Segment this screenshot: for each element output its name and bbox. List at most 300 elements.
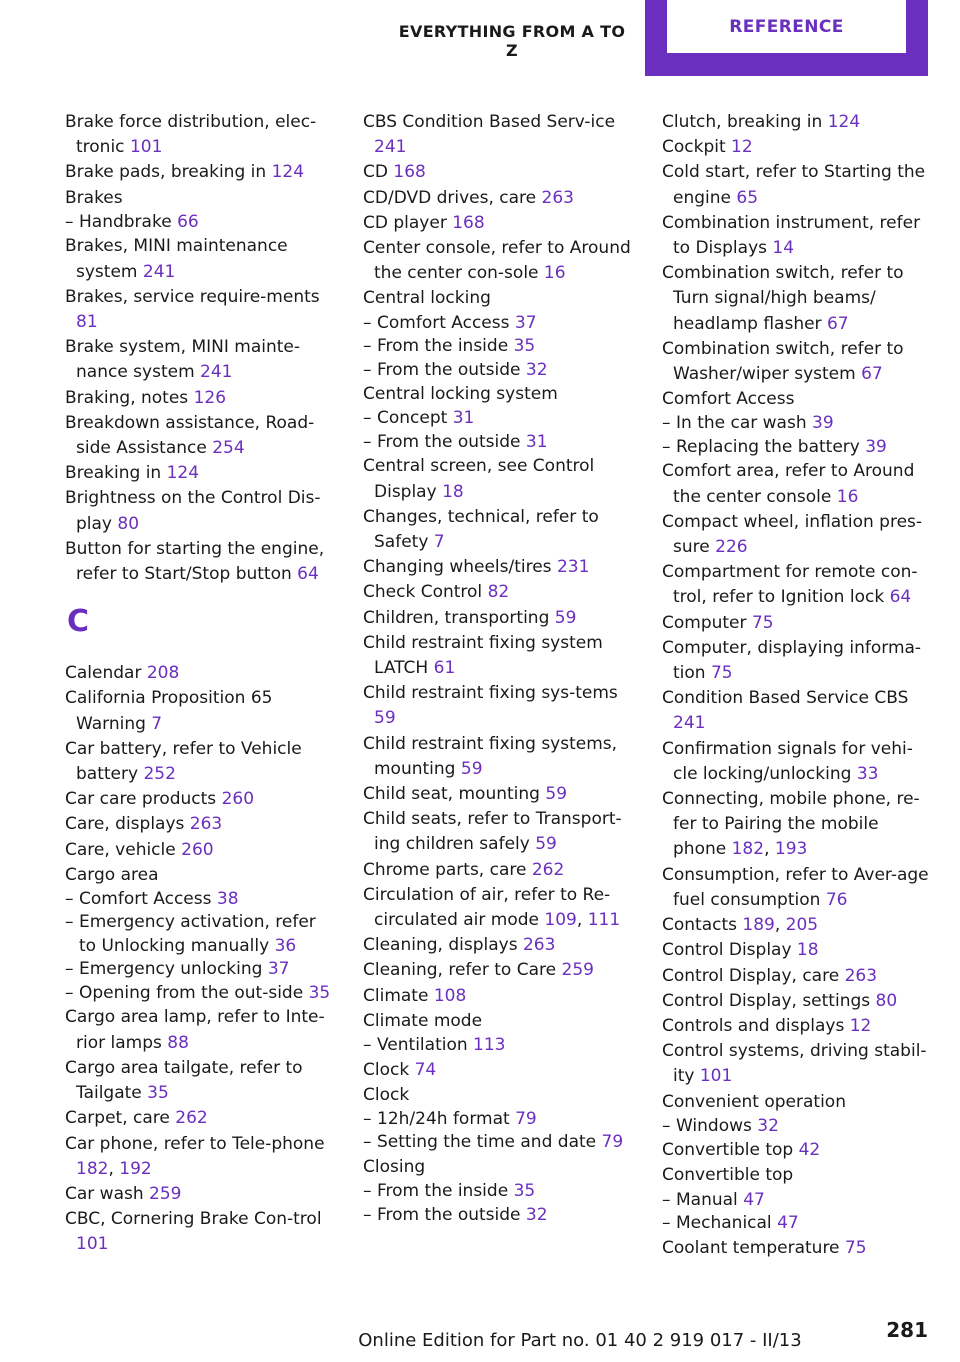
- index-term: Control Display, settings: [662, 990, 876, 1011]
- index-subentry: [363, 431, 635, 455]
- page-link[interactable]: 241: [200, 362, 233, 383]
- page-link[interactable]: 263: [189, 814, 223, 835]
- index-entry: [65, 787, 337, 812]
- index-term: Convertible top: [662, 1140, 799, 1161]
- index-term: Climate mode: [363, 1010, 483, 1031]
- index-subentry: [662, 1212, 934, 1236]
- page-link[interactable]: 31: [452, 408, 475, 429]
- index-term: Clock: [363, 1059, 415, 1080]
- index-entry: [65, 411, 337, 461]
- index-term: From the inside: [377, 1181, 514, 1202]
- index-entry: [363, 211, 635, 236]
- dash-marker: –: [363, 312, 372, 333]
- page-link[interactable]: 124: [271, 162, 305, 183]
- index-term: Windows: [676, 1115, 758, 1136]
- index-term: Car phone, refer to Tele-phone: [65, 1133, 325, 1154]
- index-entry: [363, 505, 635, 555]
- index-term: Condition Based Service CBS: [662, 688, 909, 709]
- page-link[interactable]: 12: [849, 1015, 872, 1036]
- index-subentry: [363, 1131, 635, 1155]
- footer-edition: Online Edition for Part no. 01 40 2 919 017 - II/13: [358, 1330, 802, 1351]
- dash-marker: –: [662, 1213, 671, 1234]
- page-link[interactable]: 37: [267, 959, 290, 980]
- index-subentry: [65, 982, 337, 1006]
- index-term: Brakes, service require-ments: [65, 286, 320, 307]
- index-term: CD: [363, 162, 394, 183]
- page-link[interactable]: 38: [216, 888, 239, 909]
- index-term: Controls and displays: [662, 1015, 850, 1036]
- index-term: Cockpit: [662, 137, 732, 158]
- page-link[interactable]: 7: [433, 531, 445, 552]
- index-term: Combination switch, refer to Washer/wiper system: [662, 338, 904, 385]
- page-link[interactable]: 59: [374, 708, 396, 729]
- index-subentry: [363, 1204, 635, 1228]
- page-link[interactable]: 208: [146, 663, 180, 684]
- index-entry: [662, 387, 934, 412]
- page-link[interactable]: 168: [393, 162, 426, 183]
- index-entry: [662, 1014, 934, 1039]
- index-entry: [662, 989, 934, 1014]
- index-term: Handbrake: [79, 211, 178, 232]
- index-entry: Circulation of air, refer to Re-circulated air mode 109, 111: [363, 884, 621, 930]
- index-term: Connecting, mobile phone, re-fer to Pairing the mobile phone: [662, 789, 920, 860]
- page-link[interactable]: 64: [297, 563, 319, 584]
- index-term: Child seats, refer to Transport-ing children safely: [363, 809, 622, 855]
- index-term: Control Display: [662, 940, 797, 961]
- index-term: Breaking in: [65, 463, 167, 484]
- page-link[interactable]: 35: [147, 1083, 169, 1104]
- page-link[interactable]: 260: [221, 789, 255, 810]
- index-column-2: [363, 110, 635, 1227]
- index-subentry: [662, 436, 934, 460]
- index-term: Compartment for remote con-trol, refer to Ignition lock: [662, 562, 918, 608]
- page-link[interactable]: 59: [545, 783, 568, 804]
- index-entry: [363, 1009, 635, 1034]
- page-link[interactable]: 262: [531, 859, 565, 880]
- index-subentry: [363, 312, 635, 336]
- page-link[interactable]: 61: [433, 657, 456, 678]
- index-entry: [363, 681, 635, 731]
- page-link[interactable]: 59: [535, 834, 557, 855]
- index-entry: [363, 555, 635, 580]
- page-link[interactable]: 241: [142, 261, 176, 282]
- page-link[interactable]: 263: [844, 965, 878, 986]
- page-link[interactable]: 12: [731, 137, 753, 158]
- page-link[interactable]: 124: [827, 112, 861, 132]
- page-link[interactable]: 108: [433, 985, 467, 1006]
- index-term: Brakes, MINI maintenance system: [65, 236, 288, 282]
- dash-marker: –: [363, 408, 372, 429]
- index-entry: [662, 1163, 934, 1188]
- page-link[interactable]: 80: [117, 513, 140, 534]
- index-term: Climate: [363, 985, 434, 1006]
- index-entry: [363, 580, 635, 605]
- index-term: Computer, displaying informa-tion: [662, 637, 922, 684]
- page-link[interactable]: 47: [777, 1213, 799, 1234]
- page-link[interactable]: 101: [699, 1066, 733, 1087]
- dash-marker: –: [662, 1115, 671, 1136]
- index-subentry: [662, 1189, 934, 1213]
- index-entry: [65, 1005, 337, 1055]
- index-term: Closing: [363, 1156, 426, 1177]
- index-entry: [363, 186, 635, 211]
- index-subentry: [363, 407, 635, 431]
- page-link[interactable]: 18: [796, 940, 819, 961]
- page-link[interactable]: 42: [798, 1140, 821, 1161]
- page-link[interactable]: 226: [715, 537, 748, 558]
- page-link[interactable]: 259: [149, 1183, 182, 1204]
- page-link[interactable]: 241: [374, 137, 407, 158]
- dash-marker: –: [363, 1132, 372, 1153]
- index-term: Central screen, see Control Display: [363, 456, 595, 502]
- index-term: Cleaning, refer to Care: [363, 960, 562, 981]
- index-term: CD/DVD drives, care: [363, 187, 542, 208]
- index-term: Ventilation: [377, 1035, 474, 1055]
- page-link[interactable]: 109: [544, 909, 577, 930]
- index-term: Coolant temperature: [662, 1237, 845, 1258]
- index-entry: [662, 1138, 934, 1163]
- index-entry: [65, 234, 337, 284]
- index-subentry: [65, 888, 337, 912]
- index-entry: [65, 186, 337, 211]
- index-entry: [363, 286, 635, 311]
- index-term: Emergency activation, refer to Unlocking manually: [79, 912, 316, 956]
- index-term: Cargo area tailgate, refer to Tailgate: [65, 1057, 303, 1104]
- index-term: Control systems, driving stabil-ity: [662, 1041, 927, 1087]
- index-term: Child restraint fixing sys-tems: [363, 683, 618, 704]
- page-link[interactable]: 101: [76, 1234, 109, 1255]
- index-term: CBC, Cornering Brake Con-trol: [65, 1209, 322, 1230]
- dash-marker: –: [363, 359, 372, 380]
- index-term: Setting the time and date: [377, 1132, 602, 1153]
- index-term: Concept: [377, 408, 453, 429]
- index-term: Car battery, refer to Vehicle battery: [65, 738, 302, 784]
- index-term: Car care products: [65, 789, 222, 810]
- dash-marker: –: [363, 431, 372, 452]
- page-link[interactable]: 88: [167, 1032, 189, 1053]
- index-entry: [363, 110, 635, 160]
- page-link[interactable]: 241: [673, 713, 706, 734]
- index-entry: [65, 737, 337, 787]
- page-link[interactable]: 32: [525, 359, 548, 380]
- page-link[interactable]: 193: [774, 839, 808, 860]
- index-term: Cargo area: [65, 864, 159, 885]
- index-term: In the car wash: [676, 413, 813, 434]
- page-link[interactable]: 14: [772, 238, 795, 259]
- index-subentry: [363, 335, 635, 359]
- index-term: Combination instrument, refer to Displays: [662, 212, 921, 259]
- page-link[interactable]: 39: [865, 436, 887, 457]
- page-link[interactable]: 205: [785, 915, 819, 936]
- page-link[interactable]: 16: [543, 263, 566, 284]
- index-term: Manual: [676, 1189, 744, 1210]
- index-entry: [662, 337, 934, 387]
- page-link[interactable]: 67: [826, 313, 849, 334]
- page-link[interactable]: 36: [274, 935, 297, 956]
- page-link[interactable]: 111: [587, 909, 621, 930]
- page-link[interactable]: 252: [143, 763, 176, 784]
- index-entry: [662, 1236, 934, 1261]
- index-entry: [65, 486, 337, 536]
- index-term: Compact wheel, inflation pres-sure: [662, 511, 923, 558]
- dash-marker: –: [65, 888, 74, 909]
- index-term: From the inside: [377, 336, 514, 357]
- index-entry: [662, 459, 934, 509]
- index-term: Car wash: [65, 1183, 150, 1204]
- index-entry: [363, 236, 635, 286]
- page-link[interactable]: 81: [76, 311, 98, 332]
- page-link[interactable]: 182: [731, 839, 765, 860]
- index-term: Opening from the out-side: [79, 982, 309, 1003]
- index-term: Chrome parts, care: [363, 859, 532, 880]
- index-subentry: [363, 1034, 635, 1058]
- index-entry: Connecting, mobile phone, re-fer to Pairing the mobile phone 182, 193: [662, 789, 920, 860]
- index-term: Changing wheels/tires: [363, 557, 557, 578]
- index-subentry: [363, 1108, 635, 1132]
- index-entry: [662, 110, 934, 135]
- index-entry: [65, 1207, 337, 1257]
- page-link[interactable]: 75: [710, 663, 733, 684]
- index-entry: [662, 160, 934, 210]
- page-link[interactable]: 18: [442, 481, 464, 502]
- page-link[interactable]: 79: [601, 1132, 624, 1153]
- index-term: Contacts: [662, 915, 743, 936]
- index-term: Computer: [662, 612, 752, 633]
- page-link[interactable]: 75: [751, 612, 774, 633]
- index-term: Central locking system: [363, 384, 558, 405]
- index-term: Cleaning, displays: [363, 935, 523, 956]
- dash-marker: –: [65, 959, 74, 980]
- dash-marker: –: [662, 413, 671, 434]
- page-link[interactable]: 168: [452, 212, 485, 233]
- index-entry: [65, 661, 337, 686]
- index-entry: [662, 964, 934, 989]
- dash-marker: –: [662, 436, 671, 457]
- index-subentry: [65, 211, 337, 235]
- index-entry: [65, 1106, 337, 1131]
- page-link[interactable]: 231: [556, 557, 590, 578]
- dash-marker: –: [65, 982, 74, 1003]
- index-entry: [65, 863, 337, 888]
- page-link[interactable]: 126: [193, 387, 227, 408]
- index-column-1: [65, 110, 337, 1258]
- index-entry: [363, 606, 635, 631]
- page-link[interactable]: 47: [743, 1189, 765, 1210]
- page-link[interactable]: 192: [119, 1158, 152, 1179]
- index-term: Child restraint fixing system LATCH: [363, 632, 603, 678]
- reference-tab[interactable]: [645, 0, 928, 76]
- index-entry: [662, 1090, 934, 1115]
- index-term: Button for starting the engine, refer to Start/Stop button: [65, 538, 325, 584]
- index-entry: [363, 984, 635, 1009]
- index-entry: [363, 1058, 635, 1083]
- index-entry: [363, 732, 635, 782]
- page-link[interactable]: 59: [554, 607, 577, 628]
- page-link[interactable]: 32: [757, 1115, 779, 1136]
- page-link[interactable]: 67: [861, 364, 883, 385]
- index-entry: [65, 461, 337, 486]
- index-term: From the outside: [377, 1204, 526, 1225]
- index-term: Confirmation signals for vehi-cle locking/unlocking: [662, 738, 913, 784]
- index-entry: [363, 1083, 635, 1108]
- index-entry: [363, 807, 635, 857]
- index-entry: [363, 782, 635, 807]
- section-title: EVERYTHING FROM A TO Z: [398, 22, 626, 60]
- index-term: Center console, refer to Around the center con-sole: [363, 238, 631, 284]
- page-link[interactable]: 79: [515, 1108, 537, 1129]
- index-term: Braking, notes: [65, 387, 194, 408]
- index-column-3: [662, 110, 934, 1261]
- page-link[interactable]: 65: [736, 187, 759, 208]
- page-link[interactable]: 32: [525, 1204, 548, 1225]
- index-entry: [662, 686, 934, 736]
- index-entry: [662, 863, 934, 913]
- index-entry: [363, 382, 635, 407]
- index-entry: [662, 1039, 934, 1089]
- index-entry: [363, 631, 635, 681]
- index-term: Brake force distribution, elec-tronic: [65, 112, 317, 158]
- index-entry: [662, 261, 934, 337]
- index-letter-heading: C: [67, 604, 90, 640]
- page-link[interactable]: 263: [541, 187, 574, 208]
- page-link[interactable]: 263: [522, 935, 556, 956]
- index-term: Brakes: [65, 187, 123, 208]
- index-entry: Contacts 189, 205: [662, 915, 819, 936]
- dash-marker: –: [363, 1181, 372, 1202]
- page-number: 281: [886, 1318, 928, 1342]
- index-entry: [65, 1056, 337, 1106]
- index-term: From the outside: [377, 359, 526, 380]
- index-entry: [662, 737, 934, 787]
- index-entry: [363, 160, 635, 185]
- page-link[interactable]: 16: [836, 486, 859, 507]
- index-entry: [363, 1155, 635, 1180]
- index-entry: [65, 838, 337, 863]
- page-link[interactable]: 259: [561, 960, 594, 981]
- page-link[interactable]: 260: [181, 839, 214, 860]
- index-term: Clock: [363, 1084, 410, 1105]
- page-link[interactable]: 82: [487, 582, 510, 603]
- page-link[interactable]: 254: [212, 437, 245, 458]
- index-term: Comfort Access: [79, 888, 217, 909]
- index-term: Combination switch, refer to Turn signal/high beams/ headlamp flasher: [662, 263, 904, 334]
- page-link[interactable]: 7: [151, 713, 163, 734]
- page-link[interactable]: 35: [513, 1181, 536, 1202]
- index-term: Clutch, breaking in: [662, 112, 828, 132]
- index-term: Cargo area lamp, refer to Inte-rior lamps: [65, 1007, 325, 1053]
- page-link[interactable]: 64: [889, 587, 912, 608]
- index-subentry: [662, 412, 934, 436]
- page-link[interactable]: 66: [177, 211, 199, 232]
- index-entry: [65, 812, 337, 837]
- index-term: Comfort area, refer to Around the center console: [662, 461, 915, 507]
- index-entry: [662, 636, 934, 686]
- index-entry: [363, 454, 635, 504]
- index-entry: [65, 386, 337, 411]
- index-term: Children, transporting: [363, 607, 555, 628]
- page-link[interactable]: 75: [844, 1237, 867, 1258]
- page-link[interactable]: 31: [525, 431, 548, 452]
- index-term: Comfort Access: [662, 389, 795, 410]
- dash-marker: –: [65, 211, 74, 232]
- index-term: California Proposition 65 Warning: [65, 688, 273, 734]
- page-link[interactable]: 35: [308, 982, 331, 1003]
- index-term: Consumption, refer to Aver-age fuel consumption: [662, 864, 929, 910]
- index-entry: [363, 858, 635, 883]
- index-term: Carpet, care: [65, 1108, 176, 1129]
- index-term: Brightness on the Control Dis-play: [65, 488, 321, 534]
- index-entry: [662, 510, 934, 560]
- index-entry: Car phone, refer to Tele-phone 182, 192: [65, 1133, 325, 1179]
- index-term: Care, displays: [65, 814, 190, 835]
- dash-marker: –: [363, 1204, 372, 1225]
- page-link[interactable]: 80: [875, 990, 898, 1011]
- page-link[interactable]: 39: [812, 413, 834, 434]
- index-term: Child restraint fixing systems, mounting: [363, 733, 618, 779]
- page-link[interactable]: 182: [76, 1158, 109, 1179]
- page-link[interactable]: 74: [414, 1059, 437, 1080]
- index-entry: [65, 160, 337, 185]
- page-link[interactable]: 35: [513, 336, 536, 357]
- index-entry: [662, 135, 934, 160]
- index-term: Brake pads, breaking in: [65, 162, 272, 183]
- index-entry: [662, 611, 934, 636]
- index-term: Cold start, refer to Starting the engine: [662, 162, 926, 208]
- reference-tab-label: REFERENCE: [667, 0, 906, 53]
- page-link[interactable]: 76: [825, 889, 848, 910]
- page-link[interactable]: 37: [514, 312, 537, 333]
- index-subentry: [65, 911, 337, 958]
- index-term: 12h/24h format: [377, 1108, 516, 1129]
- page-link[interactable]: 262: [175, 1108, 208, 1129]
- dash-marker: –: [363, 1035, 372, 1055]
- index-term: Mechanical: [676, 1213, 778, 1234]
- index-entry: [65, 110, 337, 160]
- dash-marker: –: [363, 336, 372, 357]
- index-entry: [662, 560, 934, 610]
- index-entry: [662, 211, 934, 261]
- index-term: Convenient operation: [662, 1091, 846, 1112]
- page-link[interactable]: 59: [460, 758, 483, 779]
- page-link[interactable]: 189: [742, 915, 775, 936]
- index-entry: [363, 933, 635, 958]
- index-term: Breakdown assistance, Road-side Assistance: [65, 412, 315, 458]
- index-entry: [363, 958, 635, 983]
- index-term: Check Control: [363, 582, 488, 603]
- index-term: Circulation of air, refer to Re-circulated air mode: [363, 884, 611, 930]
- index-entry: [65, 1182, 337, 1207]
- page-link[interactable]: 113: [473, 1035, 506, 1055]
- page-link[interactable]: 124: [166, 463, 200, 484]
- index-subentry: [65, 958, 337, 982]
- index-term: Replacing the battery: [676, 436, 866, 457]
- index-subentry: [363, 359, 635, 383]
- page-link[interactable]: 33: [856, 763, 879, 784]
- page-link[interactable]: 101: [129, 137, 163, 158]
- index-term: Central locking: [363, 288, 491, 309]
- index-term: CD player: [363, 212, 453, 233]
- index-entry: [65, 335, 337, 385]
- index-term: Emergency unlocking: [79, 959, 268, 980]
- index-term: Calendar: [65, 663, 147, 684]
- index-term: Brake system, MINI mainte-nance system: [65, 337, 300, 383]
- index-term: CBS Condition Based Serv-ice: [363, 112, 616, 132]
- index-entry: [65, 686, 337, 736]
- index-entry: [65, 537, 337, 587]
- index-term: Control Display, care: [662, 965, 845, 986]
- dash-marker: –: [363, 1108, 372, 1129]
- index-term: Child seat, mounting: [363, 783, 546, 804]
